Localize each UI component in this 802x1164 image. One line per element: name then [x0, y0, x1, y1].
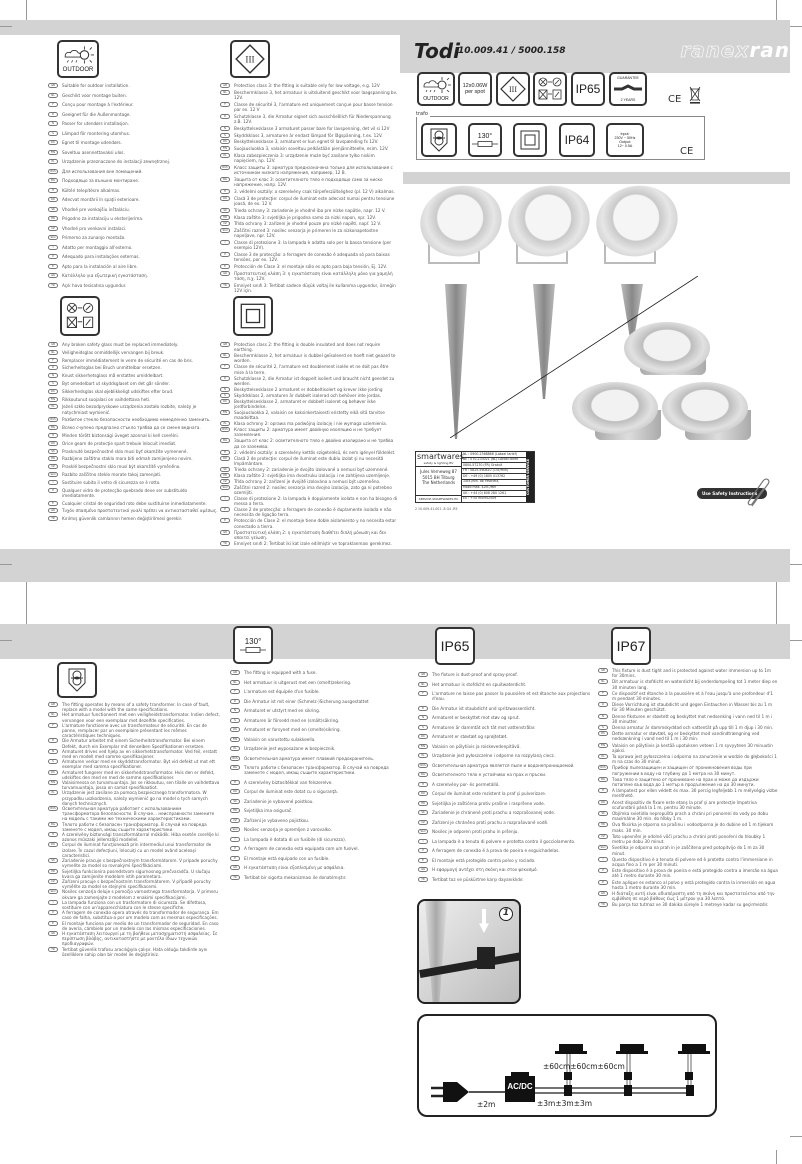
list-item: SK Objímka svietidla nepropúšťa prach a chráni pri ponorení do vody po dobu maximálne 30 min. do hĺbky 1 m. [598, 811, 778, 821]
crop-mark [26, 0, 27, 20]
list-item: E Protección de Clase 3: el montaje sólo es apto para baja tensión, Ej. 12V. [220, 264, 398, 269]
assembly-step-photo [417, 899, 521, 1004]
list-item: I Classe di protezione 2: la lampada è doppiamente isolata e non ha bisogno di messa a terra. [220, 496, 398, 506]
safety-transformer-icon [421, 123, 457, 157]
list-item: NL Beschermklasse 2, het armatuur is dubbel geïsoleerd en hoeft niet geaard te worden. [220, 353, 398, 363]
ip64-badge: IP64 [559, 123, 595, 157]
ip67-text-list [598, 668, 778, 909]
top-band [0, 20, 790, 35]
weee-bin-icon [689, 86, 701, 104]
list-item: NL Het armatuur functioneert met een veiligheidstransformator. Indien defect, vervangen voor een exemplaar met dezelfde specificaties. [48, 712, 220, 722]
list-item: E Apto para la instalación al aire libre. [48, 264, 218, 269]
paperclip-icon [744, 478, 774, 510]
list-item: N Beskyttelsesklasse 2 armaturet er dobbeltisolert og krever ikke jording [220, 387, 398, 392]
list-item: FIN Rikkoutunut suojalasi on vaihdettava heti. [48, 397, 218, 402]
list-item: DK Egnet til montage udendørs. [48, 140, 218, 145]
crop-mark [790, 26, 802, 27]
lower-band [0, 624, 790, 659]
list-item: PL Urządzenie jest wyposażone w bezpiecznik. [230, 746, 408, 751]
class3-icon [496, 72, 530, 106]
list-item: H Kültéri telepítésre alkalmas. [48, 188, 218, 193]
list-item: RUS Класс защиты 3: арматура предназначена только для использования с источником низкого напряжения, например, 12 В. [220, 165, 398, 175]
guarantee-badge: GUARANTEE 2 YEARS [609, 72, 647, 106]
list-item: SK Prasknuté bezpečnostné sklo musí byť okamžite vymenené. [48, 449, 218, 454]
list-item: SK Trieda ochrany 2: zariadenie je dvojito izolované a nemusí byť uzemnené. [220, 467, 398, 472]
wiring-diagram [417, 1014, 717, 1117]
list-item: BG Осветителното тяло е устойчиво на прах и пръски. [418, 772, 600, 777]
list-item: NL Veiligheidsglas onmiddellijk vervangen bij breuk. [48, 350, 218, 355]
list-item: E Este aplique es estanco al polvo y está protegido contra la inmersión en agua hasta 1 metro durante 30 min. [598, 880, 778, 890]
list-item: GR Τυχόν σπασμένο προστατευτικό γυαλί πρέπει να αντικατασταθεί αμέσως. [48, 508, 218, 513]
list-item: TR Emniyet sınıfı 2: Tertibat iki kat izole edilmiştir ve topraklanması gerekmez. [220, 541, 398, 546]
list-item: SLO Razbito zaščitno steklo morate takoj zamenjati. [48, 472, 218, 477]
list-item: PL Ta oprawa jest pyłoszczelna i odporna na zanurzenie w wodzie do głębokości 1 m na czas do 30 minut. [598, 754, 778, 764]
power-rating-box: 12x0.06W per spot [458, 72, 492, 106]
list-item: RUS Осветительная арматура является пыле и водонепроницаемой. [418, 763, 600, 768]
ip65-text-list [418, 672, 600, 886]
crop-mark [0, 26, 12, 27]
list-item: BG Това тяло е защитено от проникване на прах и може да издържи потапяне във вода до 1 метър в продължение на до 30 минути. [598, 777, 778, 787]
cable-length-label: ±3m±3m±3m [537, 1099, 593, 1108]
list-item: N Beskyttelsesklasse 3 armaturet passer bare for lavspenning, det vil si 12V [220, 126, 398, 131]
list-item: TR Bu parça toz tutmaz ve 30 dakika süreyle 1 metreye kadar su geçirmezdir. [598, 902, 778, 907]
list-item: F Classe de sécurité 3, l'armature est uniquement conçue pour basse tension par ex. 12 V [220, 102, 398, 112]
list-item: BG Тялото работи с безопасен трансформатор. В случай на повреда заменете с модел, имащ същите характеристики. [48, 822, 220, 832]
list-item: SLO Zaščitni razred 3: nosilec senzorja je primeren le za nizkonapetostne napeljave, npr. 12V. [220, 228, 398, 238]
list-item: RUS Осветительная арматура работает с использованием трансформатора безопасности. В случае... неисправности замените на модель с такими же техническими характеристиками. [48, 806, 220, 822]
list-item: HR Prigodno za instalaciju u eksterijerima. [48, 216, 218, 221]
list-item: S Armaturen är försedd med en (smält)säkring. [230, 718, 408, 723]
list-item: RUS Для использования вне помещений. [48, 169, 218, 174]
list-item: BG Тялото работи с безопасен трансформатор. В случай на повреда заменете с модел, имащ същите характеристики. [230, 765, 408, 775]
list-item: SK Zariadenie je chránené proti prachu a rozprašovanej vode. [418, 810, 600, 815]
list-item: SLO Primerno za zunanjo montažo. [48, 235, 218, 240]
list-item: P Qualquer vidro de protecção quebrado deve ser substituído imediatamente. [48, 488, 218, 498]
list-item: HR Svjetiljka je zaštićena protiv prašine i raspršene vode. [418, 801, 600, 806]
list-item: DK Beskyttelsesklasse 3, armaturet er kun egnet til lavspænding fx 12V. [220, 139, 398, 144]
fuse-text-list [230, 670, 408, 884]
list-item: RO Corpul de iluminat funcţionează prin intermediul unui transformator de izolare. În cazul defecţiuni, înlocuiţi cu un model având aceleaşi caracteristici. [48, 842, 220, 858]
list-item: F L'armature ne laisse pas passer la poussière et est étanche aux projections d'eau. [418, 691, 600, 701]
list-item: H 3. védelmi osztály: a szerelvény csak törpefeszültséghez (pl. 12 V) alkalmas. [220, 189, 398, 194]
list-item: NL Geschikt voor montage buiten. [48, 93, 218, 98]
list-item: RO Clasă 3 de protecţie: corpul de iluminat este adecvat numai pentru tensiune joasă, de ex. 12 V. [220, 196, 398, 206]
list-item: D Diese Vorrichtung ist staubdicht und gegen Eintauchen in Wasser bis zu 1 m für 30 Minuten geschützt. [598, 702, 778, 712]
list-item: PL Urządzenie przeznaczone do instalacji zewnętrznej. [48, 159, 218, 164]
transformer-text-list [48, 702, 220, 957]
list-item: D Schutzklasse 3, die Armatur eignet sich ausschließlich für Niederspannung z.B. 12V. [220, 114, 398, 124]
outdoor-icon: OUTDOOR [417, 72, 455, 106]
crop-mark [790, 1136, 802, 1137]
list-item: F Classe de sécurité 2, l'armature est doublement isolée et ne doit pas être mise à la terre. [220, 364, 398, 374]
list-item: I La lampada funziona con un trasformatore di sicurezza. Se difettosa, sostituire con un'apparecchiatura con le stesse specifiche. [48, 900, 220, 910]
crop-mark [0, 640, 12, 641]
list-item: RUS Разбитое стекло безопасности необходимо немедленно заменить. [48, 417, 218, 422]
list-item: E El montaje está protegido contra polvo y rociado. [418, 858, 600, 863]
list-item: I Sostituire subito il vetro di sicurezza se è rotto. [48, 480, 218, 485]
list-item: DK Armaturet fungerer med en sikkerhedstransformator. Hvis den er defekt, udskiftes den med en med de samme specifikationer. [48, 770, 220, 780]
list-item: P Este dispositivo é à prova de poeira e está protegido contra a imersão na água até 1 metro durante 30 min. [598, 868, 778, 878]
list-item: GB Any broken safety glass must be replaced immediately. [48, 342, 218, 347]
list-item: D Die Armatur ist staubdicht und spritzwasserdicht. [418, 706, 600, 711]
list-item: DK Armaturet er forsynet med en (smelte)sikring. [230, 727, 408, 732]
list-item: SLO Svetilka je odporna na prah in je zaščitena pred potopitvijo do 1 m za 30 minut. [598, 845, 778, 855]
list-item: P Classe 3 de protecção: a ferragem de conexão é adequada só para baixas tensões, por ex. 12V. [220, 252, 398, 262]
list-item: TR Kırılmış güvenlik camlarının hemen değiştirilmesi gerekir. [48, 516, 218, 521]
list-item: H A lámpatest por ellen védett és max. 30 percig legfeljebb 1 m mélységig vízbe meríthető. [598, 788, 778, 798]
glass-text-list [48, 342, 218, 524]
list-item: RUS Осветительная арматура имеет плавкий предохранитель. [230, 756, 408, 761]
list-item: D Sicherheitsglas bei Bruch unmittelbar ersetzen. [48, 365, 218, 370]
customer-service-label: CUSTOMER SERVICE [526, 452, 534, 502]
list-item: GB Protection class 2: the fitting is double insulated and does not require earthing. [220, 342, 398, 352]
list-item: TR Tertibat güvenlik trafosu aracılığıyla çalışır. Hata olduğu takdirde aynı özelliklere sahip olan bir model ile değiştiriniz. [48, 947, 220, 957]
list-item: P A ferragem de conexão é à prova de poeira e esguichadelas. [418, 848, 600, 853]
list-item: NL Het armatuur is stofdicht en spuitwaterdicht. [418, 682, 600, 687]
list-item: SK Vhodné pre vonkajšiu inštaláciu. [48, 207, 218, 212]
list-item: NL Het armatuur is uitgerust met een (smelt)zekering. [230, 680, 408, 685]
list-item: D Die Armatur ist mit einer (Schmelz-)Sicherung ausgestattet [230, 699, 408, 704]
trafo-specs-box: Input: 230V ~ 50Hz Output: 12~ 0.5A [606, 123, 644, 157]
outdoor-text-list [48, 83, 218, 292]
crop-mark [790, 564, 802, 565]
list-item: FIN Suojausluokka 2, valaisin on kaksinkertaisesti eristetty eikä sitä tarvitse maadoittaa. [220, 410, 398, 420]
list-item: S Byt omedelbart ut skyddsglaset om det går sönder. [48, 381, 218, 386]
brand-logo: ranexran [680, 38, 790, 62]
list-item: H 2. védelmi osztály: a szerelvény kettős szigetelésű, és nem igényel földelést. [220, 450, 398, 455]
document-code: 2 10.009.41.001 -8 G4 -R5 [415, 507, 458, 511]
list-item: HR Ova fiksirka je otporna na prašinu i vodootporna je do dubine od 1 m tijekom maks. 30 min. [598, 822, 778, 832]
crop-mark [776, 1150, 777, 1164]
list-item: CZ Prasklé bezpečnostní sklo musí být okamžitě vyměněno. [48, 464, 218, 469]
list-item: RO Clasă 2 de protecţie: corpul de iluminat este dublu izolat şi nu necesită împământare. [220, 456, 398, 466]
list-item: FIN Soveltuu asennettavaksi ulos. [48, 150, 218, 155]
adapter-top [511, 1072, 529, 1077]
ip67-section-badge: IP67 [611, 627, 651, 665]
list-item: HR Klasa zaštite 2: svjetiljka ima dvostruku izolaciju i ne zahtijeva uzemljenje. [220, 473, 398, 478]
list-item: GR Προστατευτική κλάση 3: η εγκατάσταση είναι κατάλληλη μόνο για χαμηλή τάση, π.χ. 12V. [220, 271, 398, 281]
outdoor-section-icon: OUTDOOR [57, 40, 99, 78]
list-item: CZ Toto upevnění je odolné vůči prachu a chrání proti ponoření do hloubky 1 metru po dobu 30 minut. [598, 834, 778, 844]
list-item: SK Zariadenie pracuje s bezpečnostným transformátorom. V prípade poruchy vymeňte za model so rovnakými špecifikáciami. [48, 858, 220, 868]
list-item: S Armaturen är dammtät och tät mot vattenstrålar. [418, 725, 600, 730]
list-item: GB This fixture is dust tight and is protected against water immersion up to 1m for 30mins. [598, 668, 778, 678]
company-tagline: safety & lighting BV [423, 461, 454, 465]
list-item: PL Jeżeli szkło bezodpryskowe urządzenia zostało rozbite, należy je natychmiast wymienić. [48, 404, 218, 414]
svg-text:III: III [509, 85, 517, 94]
list-item: FIN Suojausluokka 3, valaisin soveltuu pelkästään pienjännitteelle, esim. 12V. [220, 146, 398, 151]
list-item: TR Tertibat bir sigorta mekanizması ile donatılmıştır. [230, 875, 408, 880]
list-item: PL Urządzenie jest pyłoszczelne i odporne na rozpylaną ciecz. [418, 753, 600, 758]
service-website[interactable]: SERVICE.SMARTWARES.EU [418, 497, 459, 501]
list-item: RO Adecvat montării în spaţii exterioare. [48, 197, 218, 202]
safety-instructions-badge: Use Safety Instructions [697, 488, 767, 499]
step-number: 1 [499, 907, 513, 921]
list-item: FIN Valaisimessa on turvamuuntaja. Jos se rikkoutuu, sen tilalle on vaihdettava turvamuuntaja, jossa on samat spesifikaatiot. [48, 780, 220, 790]
product-name: Todi [414, 39, 460, 63]
list-item: RUS Класс защиты 2: арматура имеет двойную изоляцию и не требует заземления. [220, 427, 398, 437]
class2-section-icon [233, 296, 273, 336]
crop-mark [0, 564, 12, 565]
list-item: NL Dit armatuur is stofdicht en waterdicht bij onderdompeling tot 1 meter diep en 30 minuten lang. [598, 679, 778, 689]
list-item: E Protección de Clase 2: el montaje tiene doble aislamiento y no necesita estar conectado a tierra. [220, 518, 398, 528]
fuse-section-icon: 130° [233, 626, 273, 664]
list-item: F Remplacer immédiatement le verre de sécurité en cas de bris. [48, 358, 218, 363]
list-item: F L'armature fonctionne avec un transformateur de sécurité. En cas de panne, remplacer par un exemplaire présentant les mêmes caractéristiques techniques. [48, 723, 220, 739]
ip65-badge: IP65 [571, 72, 605, 106]
class3-section-icon [230, 40, 270, 78]
title-bar [400, 35, 790, 73]
trafo-ce-mark: CE [680, 146, 694, 157]
list-item: DK Beskyttelsesklasse 2, armaturet er dobbelt isoleret og behøver ikke jordforbindelse. [220, 399, 398, 409]
middle-band [0, 549, 790, 582]
list-item: CZ Třída ochrany 3: zařízení je vhodné pouze pro nízké napětí, např. 12 V. [220, 221, 398, 226]
list-item: E El montaje funciona por medio de un transformador de seguridad. En caso de avería, cámbielo por un modelo con las mismas especificaciones. [48, 921, 220, 931]
list-item: RO Corpul de iluminat este rezistent la praf şi pulverizare. [418, 791, 600, 796]
list-item: GR Η εγκατάσταση είναι εξοπλισμένη με ασφάλεια. [230, 865, 408, 870]
list-item: GR Κατάλληλο για εξωτερική εγκατάσταση. [48, 273, 218, 278]
list-item: I Classe di protezione 3: la lampada è adatta solo per la bassa tensione (per esempio 12V). [220, 240, 398, 250]
list-item: D Schutzklasse 2, die Armatur ist doppelt isoliert und braucht nicht geerdet zu werden. [220, 376, 398, 386]
list-item: N Passer for utendørs installasjon. [48, 121, 218, 126]
svg-text:III: III [245, 54, 255, 65]
lamp-cable-length-label: ±60cm±60cm±60cm [543, 1062, 625, 1071]
list-item: HR Klasa zaštite 3: svjetiljka je prigodna samo za nizki napon, npr. 12V. [220, 215, 398, 220]
list-item: E Cualquier cristal de seguridad roto debe sustituirse inmediatamente. [48, 501, 218, 506]
product-code: 10.009.41 / 5000.158 [458, 46, 566, 56]
list-item: H Minden törött biztonsági üveget azonnal ki kell cserélni. [48, 433, 218, 438]
list-item: GB The fitting operates by means of a safety transformer. In case of fault, replace with a model with the same specifications. [48, 702, 220, 712]
list-item: H A szerelvény biztosítékkal van felszerelve. [230, 780, 408, 785]
down-arrow-icon [479, 909, 489, 933]
list-item: GB The fixture is dust-proof and spray-proof. [418, 672, 600, 677]
list-item: GR Η διάταξη αυτή είναι αδιαπέραστη από τη σκόνη και προστατεύεται από την εμβύθιση σε νερό βάθους έως 1 μέτρου για 30 λεπτά. [598, 891, 778, 901]
list-item: PL Klasa ochrony 2: oprawa ma podwójną izolację i nie wymaga uziemienia. [220, 421, 398, 426]
crop-mark [776, 0, 777, 20]
list-item: HR Svjetiljka ima osigurač. [230, 808, 408, 813]
list-item: N Knust sikkerhetsglass må erstattes umiddelbart. [48, 373, 218, 378]
transformer-section-icon [57, 662, 97, 698]
customer-service-table: smartwares safety & lighting BV Jules Verneweg 87 5015 BH Tilburg The Netherlands SERVICE.SMARTWARES.EU NL : 0900-2368866 (Lokaal tarief) BE : 070-233021 (NL) Lokaal tarief 0800-57270 (FR) Gratuit FR : 0825-560810 (15c/min) DE : +49 (0) 1805 013762 14ct./Min. ab Festnetz, Mobil max. 42ct./Min UK : +44 (0) 808 280 1261 ES : +34 900942509 CUSTOMER SERVICE [415, 451, 535, 503]
list-item: I La lampada è a tenuta di polvere e protetta contro il gocciolamento. [418, 839, 600, 844]
list-item: D Geeignet für die Außenmontage. [48, 112, 218, 117]
list-item: S Armaturen verkar med en skyddstransformator. Byt vid defekt ut mot ett exemplar med samma specifikationer. [48, 759, 220, 769]
list-item: BG Защита от клас 2: осветителното тяло е двойно изолирано и не трябва да се заземява. [220, 438, 398, 448]
list-item: S Lämpad för montering utomhus. [48, 131, 218, 136]
list-item: GR Η εφαρμογή αντέχει στη σκόνη και στον ψεκασμό. [418, 867, 600, 872]
list-item: RO Corpul de iluminat este dotat cu o siguranţă. [230, 789, 408, 794]
trafo-label: trafo [416, 111, 428, 117]
list-item: CZ Zařízení pracuje s bezpečnostním transformátorem. V případě poruchy vyměňte za model se stejnými specifikacemi. [48, 879, 220, 889]
glass-section-icon [60, 296, 100, 336]
list-item: TR Açık hava tesisatına uygundur. [48, 283, 218, 288]
list-item: S Denna armatur är dammskyddad och vattentät på upp till 1 m djup i 30 min. [598, 725, 778, 730]
list-item: SLO Nosilec je odporen proti prahu in pršenju. [418, 829, 600, 834]
list-item: H A szerelvény por- és permetálló. [418, 782, 600, 787]
list-item: GR Προστατευτική κλάση 2: η εγκατάσταση διαθέτει διπλή μόνωση και δεν απαιτεί γείωση. [220, 530, 398, 540]
list-item: FIN Valaisin on pölytiivis ja roiskevedenpitävä. [418, 744, 600, 749]
list-item: DK Sikkerhedsglas skal øjeblikkeligt udskiftes efter brud. [48, 389, 218, 394]
list-item: SLO Nosilec senzorja je opremljen z varovalko. [230, 827, 408, 832]
list-item: SK Trieda ochrany 3: zariadenie je vhodné iba pre nízke napätie, napr. 12 V. [220, 208, 398, 213]
list-item: SLO Nosilec senzorja deluje s pomočjo varnostnega transformatorja. V primeru okvare ga zamenjajte z modelom z enakimi specifikacijami. [48, 889, 220, 899]
list-item: F L'armature est équipée d'un fusible. [230, 689, 408, 694]
list-item: DK Armaturet er støvtæt og sprøjtetæt. [418, 734, 600, 739]
glass-replace-icon [533, 72, 567, 106]
list-item: P A ferragem de conexão opera através do transformador de segurança. Em caso de falha, substitua-a por um modelo com as mesmas especificações. [48, 910, 220, 920]
list-item: RUS Прибор пылезащищен и защищен от проникновения воды при погружении в воду на глубину до 1 метра на 30 минут. [598, 765, 778, 775]
fuse-130-icon: 130° [468, 123, 502, 157]
list-item: S Skyddsklass 2, armaturen är dubbelt isolerad och behöver inte jordas. [220, 393, 398, 398]
list-item: BG Защита от клас 3: осветителното тяло е подходящо само за ниско напрежение, напр. 12V. [220, 177, 398, 187]
list-item: DK Dette armatur er støvtæt, og er beskyttet mod vandindtrængning ved nedsænkning i vand ned til 1 m i 30 min. [598, 731, 778, 741]
list-item: NL Beschermklasse 3, het armatuur is uitsluitend geschikt voor laagspanning bv. 12V. [220, 90, 398, 100]
list-item: BG Всяко счупено предпазно стъкло трябва да се сменя веднага. [48, 425, 218, 430]
class2-icon [513, 123, 547, 157]
ce-mark: CE [668, 94, 682, 105]
list-item: HR Razbijeno zaštitno staklo mora biti odmah zamijenjeno novim. [48, 456, 218, 461]
list-item: SLO Zaščitni razred 2: nosilec senzorja ima dvojno izolacijo, zato ga ni potrebno ozemljiti. [220, 485, 398, 495]
list-item: TR Tertibat toz ve püskürtme karşı dayanıklıdır. [418, 877, 600, 882]
list-item: I La lampada è dotata di un fusibile (di sicurezza). [230, 837, 408, 842]
list-item: FIN Valaisin on varustettu sulakkeella. [230, 737, 408, 742]
list-item: I Questo dispositivo è a tenuta di polvere ed è protetto contro l'immersione in acqua fino a 1 m per 30 minuti. [598, 857, 778, 867]
crop-mark [776, 582, 777, 624]
list-item: CZ Zařízení je vybaveno pojistkou. [230, 818, 408, 823]
list-item: TR Emniyet sınıfı 3: Tertibat sadece düşük voltaj ile kullanıma uygundur, örneğin 12V için. [220, 283, 398, 293]
list-item: CZ Vhodné pro venkovní instalaci. [48, 226, 218, 231]
list-item: P Classe 2 de protecção: a ferragem de conexão é duplamente isolada e não necessita de ligação terra. [220, 507, 398, 517]
crop-mark [790, 640, 802, 641]
list-item: SK Zariadenie je vybavené poistkou. [230, 799, 408, 804]
list-item: CZ Třída ochrany 2: zařízení je dvojitě izolováno a nemusí být uzemněno. [220, 479, 398, 484]
list-item: PL Urządzenie jest zasilane za pomocą bezpiecznego transformatora. W przypadku uszkodzenia, należy wymienić go na model o tych samych danych technicznych. [48, 790, 220, 806]
crop-mark [26, 582, 27, 624]
list-item: RO Orice geam de protecţie spart trebuie înlocuit imediat. [48, 441, 218, 446]
list-item: H A szerelvény biztonsági transzformátorral működik. Hiba esetén cserélje ki azonos műszaki jellemzőjű modellel. [48, 832, 220, 842]
list-item: GB Suitable for outdoor installation. [48, 83, 218, 88]
list-item: I Adatto per montaggio all'esterno. [48, 245, 218, 250]
list-item: S Skyddsklass 3, armaturen är endast lämpad för lågspänning, t.ex. 12V. [220, 133, 398, 138]
list-item: N Armaturet er utstyrt med en sikring. [230, 708, 408, 713]
list-item: P A ferragem de conexão está equipada com um fusível. [230, 846, 408, 851]
list-item: F Conçu pour montage à l'extérieur. [48, 102, 218, 107]
list-item: CZ Zařízení je chráněno proti prachu a rozprašované vodě. [418, 820, 600, 825]
list-item: HR Svjetiljka funkcionira posredstvom sigurnosnog prečvaradča. U slučaju kvara ga zamijenite modelom istih parametara. [48, 869, 220, 879]
class2-text-list [220, 342, 398, 547]
list-item: PL Klasa zabezpieczenia 3: urządzenie może być zasilane tylko niskim napięciem, np. 12V. [220, 153, 398, 163]
ip65-section-badge: IP65 [435, 627, 475, 665]
list-item: D Die Armatur arbeitet mit einem Sicherheitstransformator. Bei einem Defekt, durch ein Exemplar mit denselben Spezifikationen ersetzen. [48, 738, 220, 748]
list-item: N Armaturet er beskyttet mot støv og sprut. [418, 715, 600, 720]
list-item: N Armaturet drives ved hjelp av en sikkerhetstransformator. Ved feil, erstatt med en modell med samme spesifikasjoner. [48, 749, 220, 759]
list-item: BG Подходящо за външно монтиране. [48, 178, 218, 183]
list-item: GB The fitting is equipped with a fuse. [230, 670, 408, 675]
class3-text-list [220, 83, 398, 295]
company-name: smartwares [417, 452, 464, 461]
list-item: E El montaje está equipado con un fusible. [230, 856, 408, 861]
plug-length-label: ±2m [477, 1100, 496, 1109]
list-item: P Adequado para instalações externas. [48, 254, 218, 259]
list-item: GR Η εγκατάσταση λειτουργεί με τη βοήθεια μετασχηματιστή ασφαλείας. Σε περίπτωση βλάβης, αντικαταστήστε με μοντέλο ίδιων τεχνικών προδιαγραφών. [48, 931, 220, 947]
photo-top-band [403, 172, 790, 184]
list-item: FIN Valaisin on pölytiivis ja kestää upotuksen veteen 1 m syvyyteen 30 minuutin ajaksi. [598, 743, 778, 753]
list-item: RO Acest dispozitiv de fixare este etanş la praf şi are protecţie împotriva scufundării până la 1 m, pentru 30 minute. [598, 800, 778, 810]
acdc-adapter: AC/DC [505, 1076, 535, 1102]
list-item: N Denne fiksturen er støvtett og beskyttet mot nedsenking i vann ned til 1 m i 30 minutter. [598, 714, 778, 724]
list-item: F Ce dispositif est étanche à la poussière et à l'eau jusqu'à une profondeur d'1 m pendant 30 minutes. [598, 691, 778, 701]
list-item: GB Protection class 3: the fitting is suitable only for low voltage, e.g. 12V [220, 83, 398, 88]
